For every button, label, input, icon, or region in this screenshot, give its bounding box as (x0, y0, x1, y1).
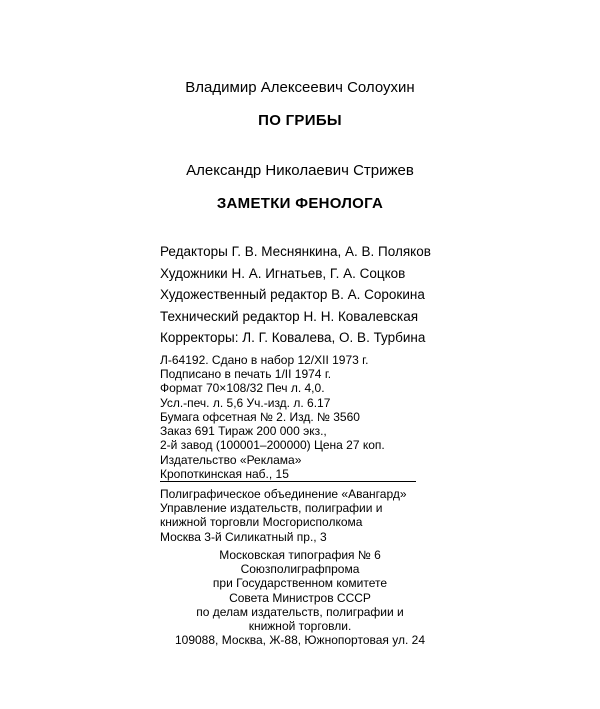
imprint-line: Формат 70×108/32 Печ л. 4,0. (160, 381, 325, 396)
credit-names: Н. А. Игнатьев, Г. А. Соцков (231, 265, 406, 281)
imprint-line: Подписано в печать 1/II 1974 г. (160, 367, 332, 382)
credit-names: Л. Г. Ковалева, О. В. Турбина (242, 330, 426, 345)
imprint-block (160, 353, 385, 452)
imprint-line: Усл.-печ. л. 5,6 Уч.-изд. л. 6.17 (160, 395, 331, 410)
credit-row-art-editor (160, 284, 431, 306)
book1-author: Владимир Алексеевич Солоухин (185, 79, 415, 96)
credit-role: Художественный редактор (160, 287, 332, 302)
publisher-block (160, 453, 416, 482)
publisher-address: Кропоткинская наб., 15 (160, 467, 416, 482)
printshop-line: по делам издательств, полиграфии и (196, 604, 404, 619)
credit-row-editors (160, 241, 431, 263)
printshop-line: Союзполиграфпрома (240, 562, 360, 577)
credit-role: Корректоры: (160, 330, 243, 345)
credit-role: Технический редактор (160, 308, 304, 324)
printing-union-line: Москва 3-й Силикатный пр., 3 (160, 529, 327, 544)
printshop-line: книжной торговли. (248, 619, 352, 634)
credit-row-proofreaders (160, 327, 431, 349)
imprint-line: 2-й завод (100001–200000) Цена 27 коп. (160, 438, 385, 453)
book2-title: ЗАМЕТКИ ФЕНОЛОГА (216, 195, 384, 212)
credit-role: Редакторы (160, 244, 232, 259)
publisher-address-row (160, 467, 416, 482)
credit-names: Г. В. Меснянкина, А. В. Поляков (231, 244, 431, 259)
printshop-block (0, 548, 600, 647)
publisher-name: Издательство «Реклама» (160, 453, 302, 467)
book2-author: Александр Николаевич Стрижев (186, 162, 414, 179)
credit-names: В. А. Сорокина (331, 287, 425, 302)
printing-union-line: Управление издательств, полиграфии и (160, 501, 383, 516)
printing-union-block (160, 487, 407, 544)
credit-row-artists (160, 263, 431, 285)
imprint-line: Заказ 691 Тираж 200 000 экз., (160, 424, 327, 439)
book1-title: ПО ГРИБЫ (258, 112, 342, 129)
printshop-line: Московская типография № 6 (219, 548, 381, 562)
credit-names: Н. Н. Ковалевская (303, 308, 419, 324)
printshop-line: 109088, Москва, Ж-88, Южнопортовая ул. 24 (174, 633, 425, 648)
printshop-line: при Государственном комитете (212, 576, 388, 591)
imprint-line: Л-64192. Сдано в набор 12/XII 1973 г. (160, 353, 369, 367)
printing-union-line: книжной торговли Мосгорисполкома (160, 515, 363, 530)
imprint-line: Бумага офсетная № 2. Изд. № 3560 (160, 409, 360, 424)
printing-union-line: Полиграфическое объединение «Авангард» (160, 487, 407, 501)
credit-row-tech-editor (160, 306, 431, 328)
credit-role: Художники (160, 265, 232, 281)
credits-block (160, 241, 431, 349)
printshop-line: Совета Министров СССР (229, 590, 371, 605)
